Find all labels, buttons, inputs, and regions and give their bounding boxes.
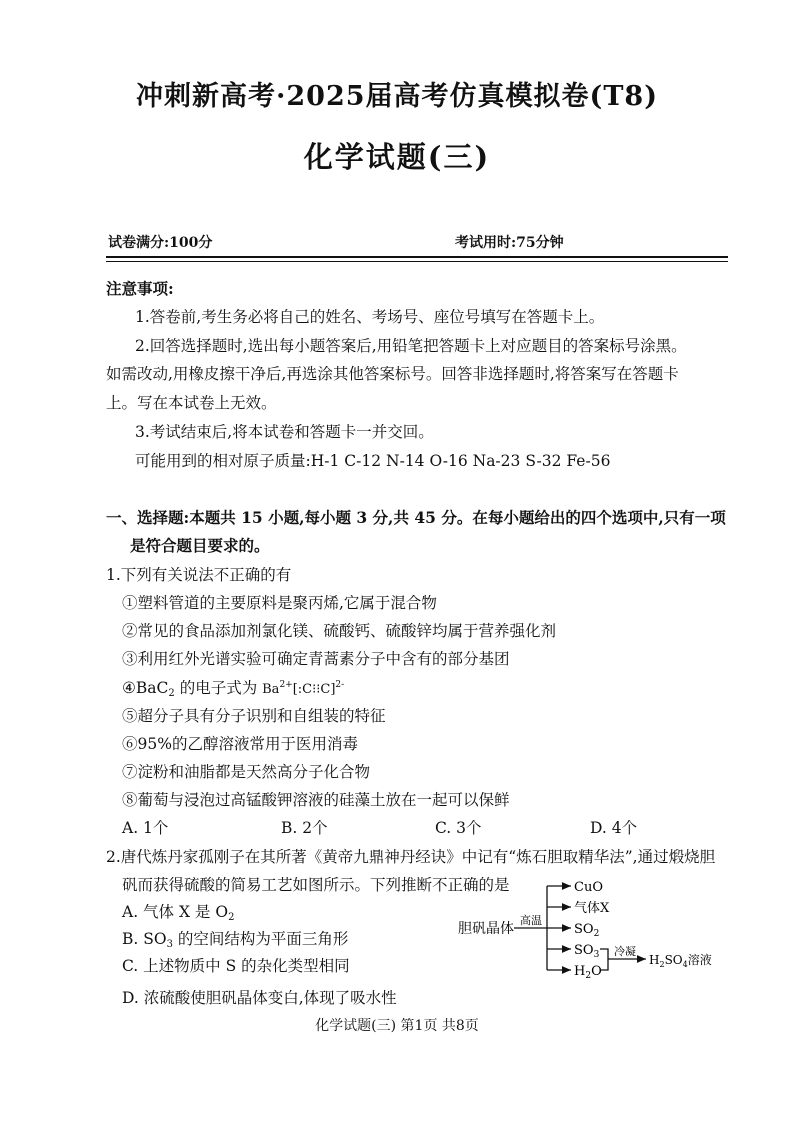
- page-footer: 化学试题(三) 第1页 共8页: [315, 1018, 479, 1034]
- section-1-heading-cont: 是符合题目要求的。: [130, 536, 270, 555]
- q1-option-b: B. 2个: [281, 819, 328, 837]
- q1-s4-ba: Ba: [262, 682, 280, 697]
- q1-s4-middle: 的电子式为: [174, 679, 263, 697]
- q1-s4-anion-charge: 2-: [335, 680, 345, 690]
- q2-option-b-sub: 3: [166, 939, 173, 950]
- product-so2: $SO_2$: [574, 922, 600, 939]
- exam-title: 冲刺新高考·2025届高考仿真模拟卷(T8): [136, 81, 658, 112]
- header-rule-thick: [106, 256, 728, 258]
- q1-s4-electron-formula: [:C⁝⁝C]: [292, 682, 336, 697]
- product-h2so4-solution: $H_2SO_4$溶液: [649, 953, 712, 969]
- notice-item-2-line-1: 2.回答选择题时,选出每小题答案后,用铅笔把答题卡上对应题目的答案标号涂黑。: [135, 337, 687, 355]
- q2-option-d: D. 浓硫酸使胆矾晶体变白,体现了吸水性: [122, 989, 397, 1007]
- q1-option-d: D. 4个: [590, 819, 638, 837]
- product-h2o: $H_2O$: [574, 964, 602, 981]
- product-so3: $SO_3$: [574, 943, 600, 960]
- process-diagram: [450, 872, 730, 982]
- q1-s4-prefix: ④BaC: [122, 679, 169, 697]
- q1-statement-2: ②常见的食品添加剂氯化镁、硫酸钙、硫酸锌均属于营养强化剂: [122, 622, 557, 640]
- q1-s4-ba-charge: 2+: [279, 680, 293, 690]
- exam-subtitle: 化学试题(三): [303, 140, 491, 174]
- notice-item-1: 1.答卷前,考生务必将自己的姓名、考场号、座位号填写在答题卡上。: [135, 308, 605, 326]
- exam-time: 考试用时:75分钟: [455, 235, 564, 251]
- header-rule-thin: [106, 261, 728, 262]
- q1-statement-1: ①塑料管道的主要原料是聚丙烯,它属于混合物: [122, 594, 437, 612]
- q1-stem: 1.下列有关说法不正确的有: [106, 566, 292, 584]
- diagram-condition: 高温: [520, 914, 542, 927]
- q1-statement-5: ⑤超分子具有分子识别和自组装的特征: [122, 707, 386, 725]
- diagram-source: 胆矾晶体: [458, 921, 514, 937]
- q1-statement-3: ③利用红外光谱实验可确定青蒿素分子中含有的部分基团: [122, 650, 510, 668]
- q1-statement-6: ⑥95%的乙醇溶液常用于医用消毒: [122, 735, 358, 753]
- product-cuo: CuO: [574, 880, 603, 895]
- product-gas-x: 气体X: [574, 901, 610, 916]
- q1-statement-8: ⑧葡萄与浸泡过高锰酸钾溶液的硅藻土放在一起可以保鲜: [122, 791, 510, 809]
- q2-option-a-sub: 2: [228, 912, 235, 923]
- q2-stem-line-2: 矾而获得硫酸的简易工艺如图所示。下列推断不正确的是: [122, 876, 510, 894]
- full-score: 试卷满分:100分: [108, 235, 213, 251]
- q1-option-c: C. 3个: [435, 819, 482, 837]
- q2-option-b-pre: B. SO: [122, 930, 167, 948]
- notice-heading: 注意事项:: [106, 279, 174, 298]
- q1-statement-7: ⑦淀粉和油脂都是天然高分子化合物: [122, 763, 371, 781]
- notice-item-2-line-2: 如需改动,用橡皮擦干净后,再选涂其他答案标号。回答非选择题时,将答案写在答题卡: [106, 365, 679, 383]
- notice-item-3: 3.考试结束后,将本试卷和答题卡一并交回。: [135, 423, 434, 441]
- section-1-heading: 一、选择题:本题共 15 小题,每小题 3 分,共 45 分。在每小题给出的四个选项中,只有一项: [106, 508, 726, 527]
- q2-option-a-text: A. 气体 X 是 O: [122, 903, 229, 921]
- q2-option-c: C. 上述物质中 S 的杂化类型相同: [122, 957, 350, 975]
- q1-option-a: A. 1个: [122, 819, 169, 837]
- atomic-mass-line: 可能用到的相对原子质量:H-1 C-12 N-14 O-16 Na-23 S-32 Fe-56: [135, 452, 611, 470]
- q2-option-b-post: 的空间结构为平面三角形: [172, 930, 349, 948]
- q2-option-b: [122, 927, 348, 950]
- q1-s4-subscript: 2: [168, 688, 175, 699]
- notice-item-2-line-3: 上。写在本试卷上无效。: [106, 394, 277, 412]
- q1-statement-4: [122, 676, 344, 699]
- diagram-cool: 冷凝: [614, 945, 636, 958]
- q2-option-a: [122, 900, 234, 923]
- q2-stem-line-1: 2.唐代炼丹家孤刚子在其所著《黄帝九鼎神丹经诀》中记有“炼石胆取精华法”,通过煅烧胆: [106, 848, 716, 866]
